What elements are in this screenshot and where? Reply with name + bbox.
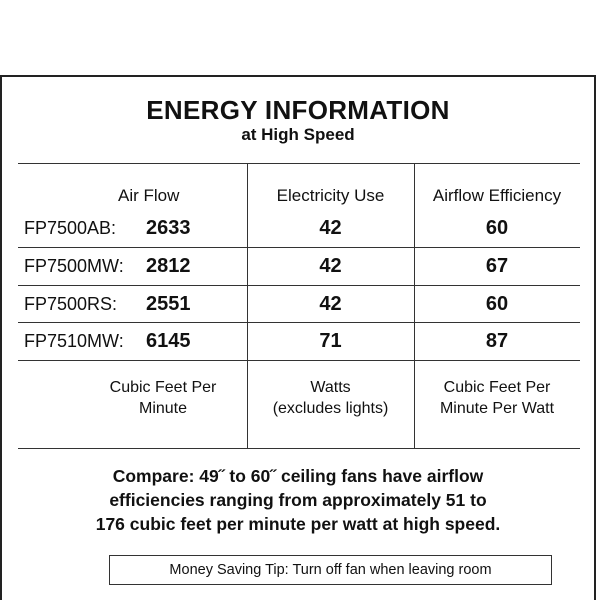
electricity-unit: [247, 377, 414, 419]
table-row: [18, 323, 580, 360]
efficiency-value: 87: [485, 330, 509, 352]
air-flow-value: 6145: [146, 330, 191, 352]
compare-statement: [2, 464, 594, 536]
header-airflow-efficiency: Airflow Efficiency: [432, 186, 562, 205]
unit-line: Minute: [138, 400, 188, 417]
unit-line: Cubic Feet Per: [109, 379, 217, 396]
electricity-value: 71: [319, 330, 342, 352]
electricity-value: 42: [319, 255, 342, 277]
money-saving-tip: Money Saving Tip: Turn off fan when leaving room: [109, 555, 552, 585]
unit-line: Minute Per Watt: [439, 400, 555, 417]
table-row: [18, 248, 580, 285]
table-row: [18, 286, 580, 323]
table-row: [18, 210, 580, 247]
energy-table: [18, 163, 580, 449]
unit-line: (excludes lights): [272, 400, 389, 417]
air-flow-value: 2633: [146, 217, 191, 239]
efficiency-value: 67: [485, 255, 509, 277]
air-flow-value: 2812: [146, 255, 191, 277]
air-flow-unit: [78, 377, 248, 419]
compare-line: 176 cubic feet per minute per watt at high speed.: [95, 514, 501, 534]
label-title: ENERGY INFORMATION: [146, 95, 450, 125]
model-name: FP7500MW:: [24, 256, 124, 276]
unit-line: Watts: [310, 379, 351, 396]
model-name: FP7500RS:: [24, 294, 118, 314]
compare-line: efficiencies ranging from approximately 51 to: [109, 490, 487, 510]
header-electricity-use: Electricity Use: [276, 186, 385, 205]
efficiency-unit: [414, 377, 580, 419]
compare-line: Compare: 49˝ to 60˝ ceiling fans have airflow: [112, 466, 484, 486]
efficiency-value: 60: [485, 293, 509, 315]
electricity-value: 42: [319, 217, 342, 239]
efficiency-value: 60: [485, 217, 509, 239]
row-divider: [18, 360, 580, 361]
header-air-flow: Air Flow: [118, 186, 180, 205]
air-flow-value: 2551: [146, 293, 191, 315]
unit-line: Cubic Feet Per: [443, 379, 551, 396]
model-name: FP7500AB:: [24, 218, 117, 238]
electricity-value: 42: [319, 293, 342, 315]
label-subtitle: at High Speed: [241, 125, 355, 144]
model-name: FP7510MW:: [24, 331, 124, 351]
energy-label: [0, 75, 596, 600]
